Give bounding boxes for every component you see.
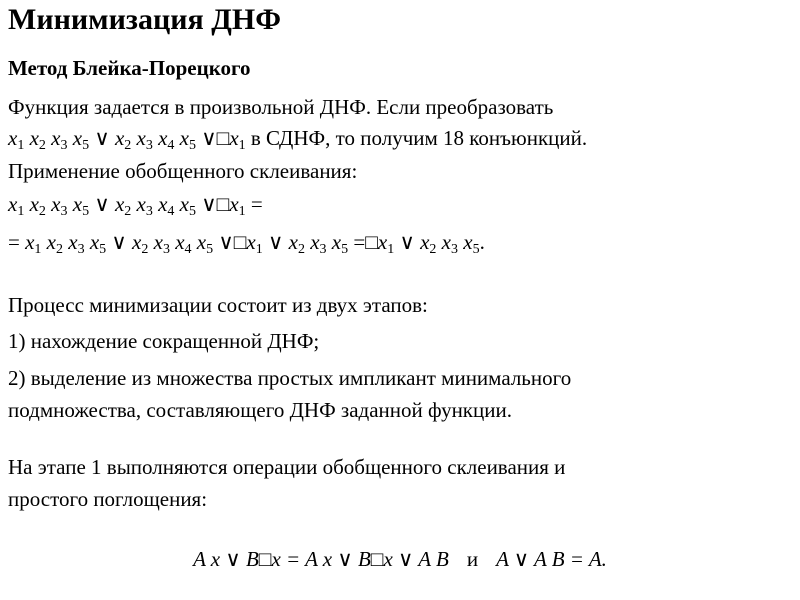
stage-line-2: простого поглощения: — [8, 487, 208, 511]
step-1: 1) нахождение сокращенной ДНФ; — [8, 329, 320, 353]
gluing-rule: A x ∨ B□x = A x ∨ B□x ∨ A B — [193, 547, 449, 571]
intro-line-2-text: в СДНФ, то получим 18 конъюнкций. — [245, 126, 588, 150]
gluing-line-2: = $x_1$ $x_2$ $x_3$ $x_5$ ∨ $x_2$ $x_3$ $x_4$ $x_5$ $\vee□x_1$ ∨ $x_2$ $x_3$ $x_5$ $=□x_1$ ∨ $x_2$ $x_3$ $x_5$. — [8, 230, 485, 257]
stage-line-1: На этапе 1 выполняются операции обобщенного склеивания и — [8, 455, 566, 479]
page-title: Минимизация ДНФ — [8, 3, 281, 36]
step-2-line-2: подмножества, составляющего ДНФ заданной функции. — [8, 398, 512, 422]
dnf-expression: $x_1$ $x_2$ $x_3$ $x_5$ ∨ $x_2$ $x_3$ $x_4$ $x_5$ $\vee□x_1$ — [8, 126, 246, 153]
step-2-line-1: 2) выделение из множества простых импликант минимального — [8, 366, 572, 390]
steps-intro: Процесс минимизации состоит из двух этапов: — [8, 293, 428, 317]
absorption-rule: A ∨ A B = A. — [496, 547, 607, 571]
gluing-line-1: $x_1$ $x_2$ $x_3$ $x_5$ ∨ $x_2$ $x_3$ $x_4$ $x_5$ $\vee□x_1$ = — [8, 192, 263, 219]
intro-line-2 — [8, 124, 587, 152]
and-word: и — [466, 547, 479, 571]
method-subtitle: Метод Блейка-Порецкого — [8, 56, 251, 80]
intro-line-1: Функция задается в произвольной ДНФ. Если преобразовать — [8, 95, 554, 119]
intro-line-3: Применение обобщенного склеивания: — [8, 159, 358, 183]
rules-formula — [0, 545, 800, 573]
